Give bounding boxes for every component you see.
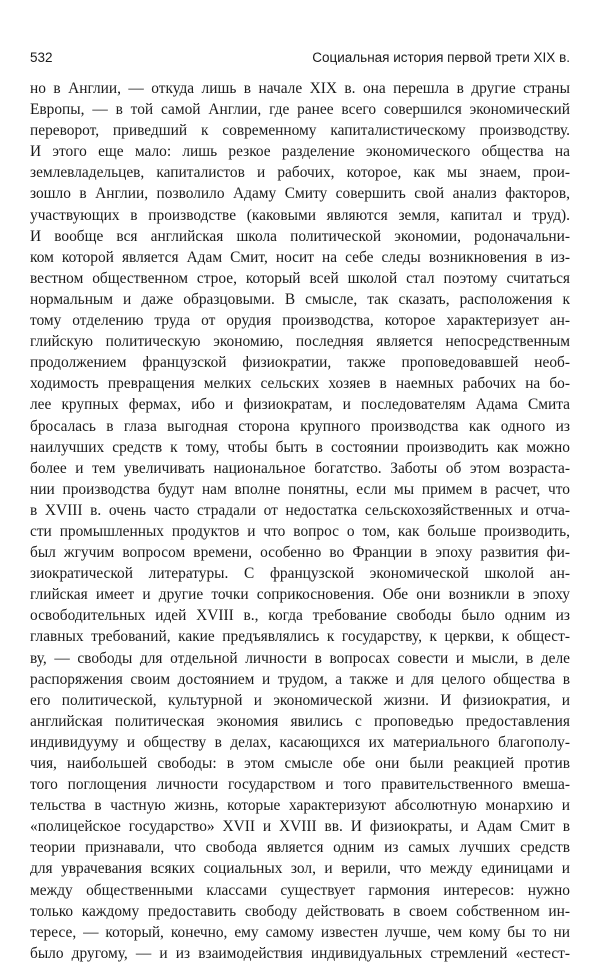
text-line: переворот, приведший к современному капиталистическому производству.	[30, 122, 570, 140]
page-header	[30, 50, 570, 70]
text-line: сти промышленных продуктов и что вопрос о том, как больше производить,	[30, 522, 570, 540]
body-text	[30, 78, 570, 964]
text-line: ком которой является Адам Смит, носит на себе следы возникновения в из-	[30, 248, 570, 266]
text-line: лее крупных фермах, ибо и физиократам, и последователям Адама Смита	[30, 396, 570, 414]
text-line: того поглощения личности государством и того правительственного вмеша-	[30, 776, 570, 794]
text-line: но в Англии, — откуда лишь в начале XIX в. она перешла в другие страны	[30, 80, 570, 97]
text-line: ходимость превращения мелких сельских хозяев в наемных рабочих на бо-	[30, 375, 570, 393]
text-line: ву, — свободы для отдельной личности в вопросах совести и мысли, в деле	[30, 649, 570, 667]
text-line: чия, наибольшей свободы: в этом смысле обе они были реакцией против	[30, 755, 570, 772]
text-line: тому отделению труда от орудия производства, которое характеризует ан-	[30, 312, 570, 330]
page-number: 532	[30, 50, 53, 65]
text-line: Европы, — в той самой Англии, где ранее всего совершился экономический	[30, 101, 570, 119]
text-line: вестном общественном строе, который всей школой стал поэтому считаться	[30, 269, 570, 287]
text-line: только каждому предоставить свободу действовать в своем собственном ин-	[30, 902, 570, 920]
text-line: бросалась в глаза выгодная сторона крупного производства как одного из	[30, 417, 570, 435]
text-line: более и тем увеличивать национальное богатство. Заботы об этом возраста-	[30, 459, 570, 477]
text-line: И вообще вся английская школа политической экономии, родоначальни-	[30, 227, 570, 245]
text-line: землевладельцев, капиталистов и рабочих, которое, как мы знаем, прои-	[30, 164, 570, 182]
text-line: индивидууму и обществу в делах, касающихся их материального благополу-	[30, 733, 570, 751]
text-line: участвующих в производстве (каковыми являются земля, капитал и труд).	[30, 206, 570, 224]
text-line: его политической, культурной и экономической жизни. И физиократия, и	[30, 691, 570, 709]
text-line: был жгучим вопросом времени, особенно во Франции в эпоху развития фи-	[30, 544, 570, 562]
text-line: наилучших средств к тому, чтобы быть в состоянии производить как можно	[30, 438, 570, 456]
text-line: И этого еще мало: лишь резкое разделение экономического общества на	[30, 143, 570, 161]
text-line: главных требований, какие предъявлялись к государству, к церкви, к общест-	[30, 628, 570, 646]
text-line: глийская имеет и другие точки соприкосновения. Обе они возникли в эпоху	[30, 586, 570, 604]
text-line: тересе, — который, конечно, ему самому известен лучше, чем кому бы то ни	[30, 923, 570, 941]
text-line: освободительных идей XVIII в., когда требование свободы было одним из	[30, 607, 570, 625]
text-line: английская политическая экономия явились с проповедью предоставления	[30, 712, 570, 730]
text-line: было другому, — и из взаимодействия индивидуальных стремлений «естест-	[30, 944, 570, 962]
text-line: зиократической литературы. С французской экономической школой ан-	[30, 565, 570, 583]
text-line: между общественными классами существует гармония интересов: нужно	[30, 881, 570, 899]
text-line: зошло в Англии, позволило Адаму Смиту совершить свой анализ факторов,	[30, 185, 570, 203]
text-line: нормальным и даже образцовыми. В смысле, так сказать, расположения к	[30, 290, 570, 308]
running-title: Социальная история первой трети XIX в.	[312, 50, 570, 65]
text-line: в XVIII в. очень часто страдали от недостатка сельскохозяйственных и отча-	[30, 501, 570, 519]
text-line: теории признавали, что свобода является одним из самых лучших средств	[30, 839, 570, 857]
text-line: продолжением французской физиократии, также проповедовавшей необ-	[30, 354, 570, 372]
text-line: глийскую политическую экономию, последняя является непосредственным	[30, 333, 570, 351]
text-line: распоряжения своим достоянием и трудом, а также и для целого общества в	[30, 670, 570, 688]
text-line: для уврачевания всяких социальных зол, и верили, что между единицами и	[30, 860, 570, 878]
text-line: «полицейское государство» XVII и XVIII вв. И физиократы, и Адам Смит в	[30, 818, 570, 836]
text-line: тельства в частную жизнь, которые характеризуют абсолютную монархию и	[30, 797, 570, 815]
text-line: нии производства будут нам вполне понятны, если мы примем в расчет, что	[30, 480, 570, 498]
